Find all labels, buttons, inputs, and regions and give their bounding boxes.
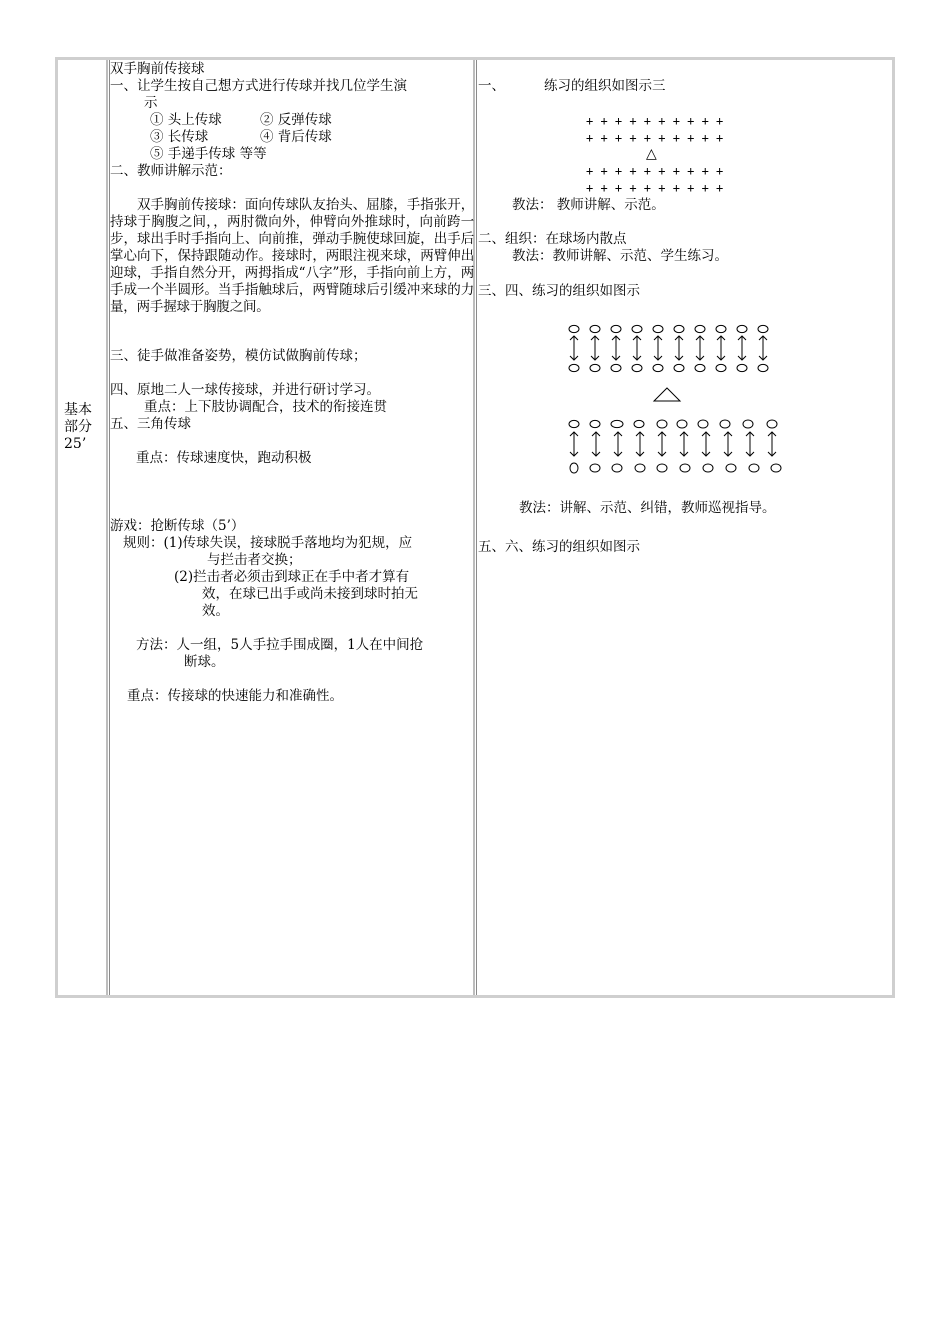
game-title: 游戏：抢断传球（5’） — [110, 518, 245, 534]
technique-paragraph: 双手胸前传接球：面向传球队友抬头、屈膝，手指张开，持球于胸腹之间，，两肘微向外，伸臂向外推球时，向前跨一步，球出手时手指向上、向前推，弹动手腕使球回旋，出手后掌心向下，保持跟随动作。接球时，两眼注视来球，两臂伸出迎球，手指自然分开，两拇指成“八字”形，手指向前上方，两手成一个半圆形。当手指触球后，两臂随球后引缓冲来球的力量，两手握球于胸腹之间。 — [110, 197, 474, 315]
teaching-method-2: 教法：教师讲解、示范、学生练习。 — [512, 248, 728, 264]
rule-2-end: 效。 — [202, 603, 229, 619]
column-divider-1 — [106, 60, 108, 995]
method-cont: 断球。 — [184, 654, 225, 670]
teaching-method-3: 教法：讲解、示范、纠错，教师巡视指导。 — [519, 500, 776, 516]
pass-type-4: ④ 背后传球 — [260, 129, 332, 145]
arrow-row-bottom — [570, 432, 776, 456]
section-5: 五、六、练习的组织如图示 — [478, 539, 640, 555]
section-3: 三、四、练习的组织如图示 — [478, 283, 640, 299]
item-4: 四、原地二人一球传接球，并进行研讨学习。 — [110, 382, 380, 398]
ball-row-lower-bottom — [570, 463, 781, 473]
teaching-method-1: 教法： 教师讲解、示范。 — [512, 197, 665, 213]
item-3: 三、徒手做准备姿势，模仿试做胸前传球； — [110, 348, 367, 364]
section-label — [64, 402, 100, 453]
column-divider-2b — [476, 60, 477, 995]
section-1-heading: 练习的组织如图示三 — [544, 78, 666, 94]
ball-row-mid — [569, 364, 768, 371]
arrow-row-top — [570, 336, 767, 360]
formation-row-1: + + + + + + + + + + — [586, 114, 724, 128]
key-point-2: 重点：传球速度快，跑动积极 — [136, 450, 312, 466]
pass-type-5: ⑤ 手递手传球 等等 — [150, 146, 267, 162]
formation-row-3: + + + + + + + + + + — [586, 164, 724, 178]
key-point-3: 重点：传接球的快速能力和准确性。 — [127, 688, 343, 704]
method: 方法：人一组，5人手拉手围成圈，1人在中间抢 — [136, 637, 424, 653]
formation-row-2: + + + + + + + + + + — [586, 131, 724, 145]
pairs-diagram-bottom — [566, 417, 786, 477]
pairs-diagram-top — [566, 323, 776, 375]
ball-row-lower-top — [569, 420, 777, 428]
formation-row-4: + + + + + + + + + + — [586, 181, 724, 195]
rule-2-cont: 效，在球已出手或尚未接到球时拍无 — [202, 586, 418, 602]
pass-type-1: ① 头上传球 — [150, 112, 222, 128]
section-label-text: 基本 部分 25’ — [64, 402, 92, 452]
lesson-title: 双手胸前传接球 — [110, 61, 205, 77]
item-1-cont: 示 — [144, 95, 158, 111]
item-1: 一、让学生按自己想方式进行传球并找几位学生演 — [110, 78, 407, 94]
ball-row-top — [569, 325, 768, 332]
section-1-number: 一、 — [478, 78, 505, 94]
teacher-marker: △ — [646, 146, 657, 162]
item-5: 五、三角传球 — [110, 416, 191, 432]
item-2: 二、教师讲解示范： — [110, 163, 232, 179]
rule-2: (2)拦击者必须击到球正在手中者才算有 — [174, 569, 410, 585]
rule-1: 规则：(1)传球失误，接球脱手落地均为犯规，应 — [123, 535, 413, 551]
pass-type-2: ② 反弹传球 — [260, 112, 332, 128]
pass-type-3: ③ 长传球 — [150, 129, 209, 145]
teacher-triangle — [652, 387, 682, 403]
section-2: 二、组织：在球场内散点 — [478, 231, 627, 247]
rule-1-cont: 与拦击者交换； — [207, 552, 302, 568]
key-point-1: 重点：上下肢协调配合，技术的衔接连贯 — [144, 399, 387, 415]
